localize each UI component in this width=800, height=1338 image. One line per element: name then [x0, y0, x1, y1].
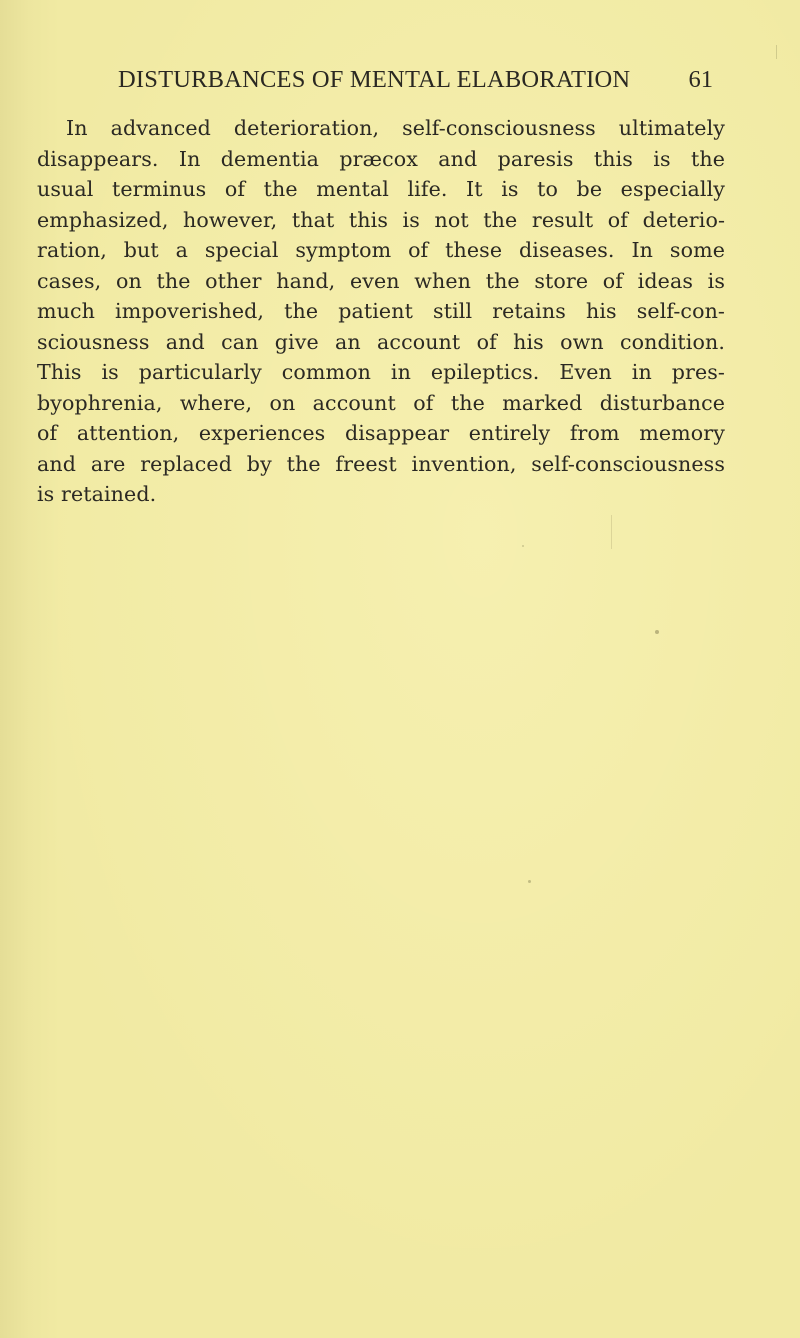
paper-speck [528, 880, 531, 883]
body-paragraph [37, 113, 727, 510]
text-line: is retained. [37, 482, 157, 506]
paper-speck [776, 45, 777, 59]
text-line: emphasized, however, that this is not the result of deterio- [37, 207, 725, 232]
text-line: disappears. In dementia præcox and paresis this is the [37, 146, 725, 171]
text-line: cases, on the other hand, even when the store of ideas is [37, 268, 725, 293]
running-head [115, 66, 715, 106]
text-line: and are replaced by the freest invention, self-consciousness [37, 451, 725, 476]
text-line: In advanced deterioration, self-consciousness ultimately [66, 116, 725, 140]
text-line: of attention, experiences disappear entirely from memory [37, 421, 725, 445]
running-title: DISTURBANCES OF MENTAL ELABORATION [118, 66, 631, 93]
text-line: usual terminus of the mental life. It is to be especially [37, 177, 725, 201]
text-line: This is particularly common in epileptics. Even in pres- [37, 360, 725, 384]
text-line: sciousness and can give an account of his own condition. [37, 329, 725, 354]
paper-speck [522, 545, 524, 547]
text-line: byophrenia, where, on account of the marked disturbance [37, 390, 725, 415]
text-line: ration, but a special symptom of these diseases. In some [37, 238, 725, 262]
page-number: 61 [688, 66, 713, 93]
paper-speck [655, 630, 659, 634]
text-line: much impoverished, the patient still retains his self-con- [37, 299, 725, 323]
paper-speck [611, 515, 612, 549]
